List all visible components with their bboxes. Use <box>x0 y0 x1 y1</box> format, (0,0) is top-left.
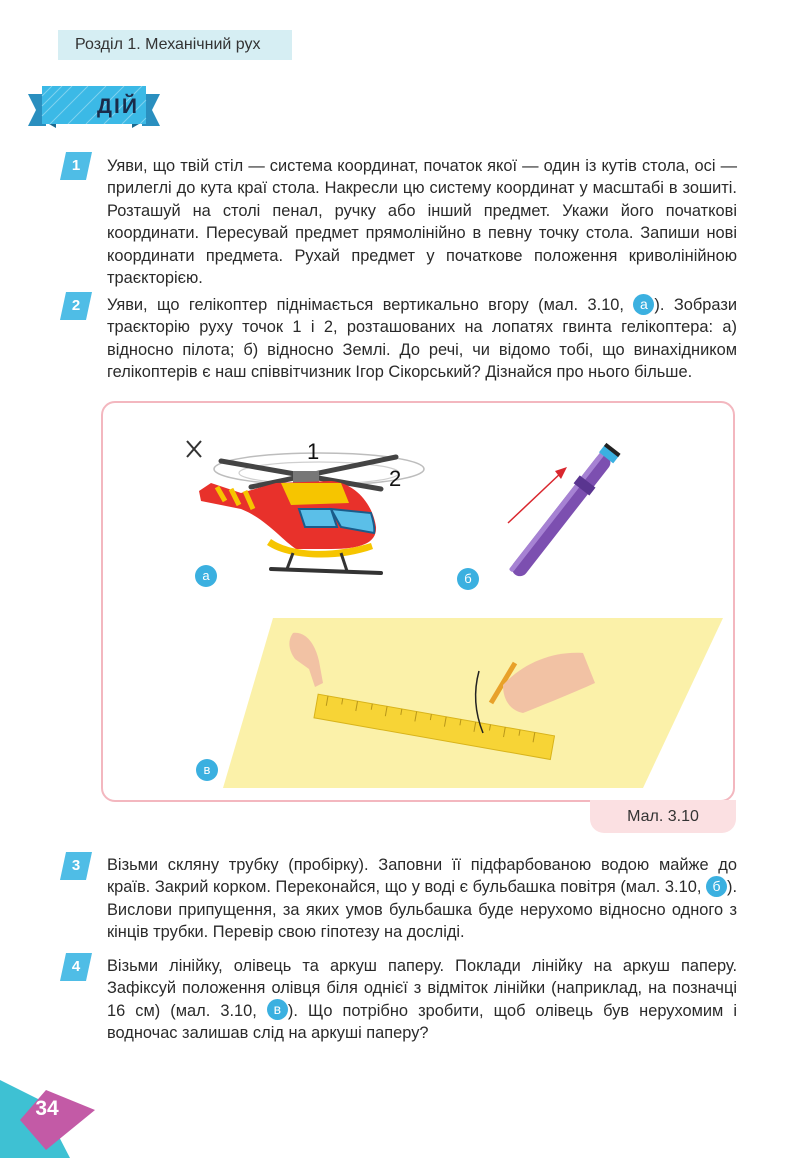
action-banner <box>28 82 160 135</box>
task-2-text: Уяви, що гелікоптер піднімається вертикально вгору (мал. 3.10, а ). Зобрази траєкторію руху точок 1 і 2, розташованих на лопатях гвинта гелікоптера: а) відносно пілота; б) відносно Землі. До речі, чи відомо тобі, що винахідником гелікоптерів є наш співвітчизник Ігор Сікорський? Дізнайся про нього більше. <box>107 295 737 382</box>
figure-ref-a: а <box>633 294 654 315</box>
point-2-label: 2 <box>389 466 402 491</box>
task-4-text: Візьми лінійку, олівець та аркуш паперу. Поклади лінійку на аркуш паперу. Зафіксуй положення олівця біля однієї з відміток лінійки (наприклад, на позначці 16 см) (мал. 3.10, в ). Що потрібно зробити, щоб олівець був нерухомим і водночас залишав слід на аркуші паперу? <box>107 957 737 1043</box>
task-3-text: Візьми скляну трубку (пробірку). Заповни її підфарбованою водою майже до країв. Закрий корком. Переконайся, що у воді є бульбашка повітря (мал. 3.10, б ). Вислови припущення, за яких умов бульбашка буде нерухомо відносно одного з кінців трубки. Перевір свою гіпотезу на досліді. <box>107 856 737 942</box>
figure-3-10 <box>101 401 735 802</box>
section-header: Розділ 1. Механічний рух <box>58 30 292 60</box>
task-number-1: 1 <box>60 152 92 180</box>
figure-label-c: в <box>196 759 218 781</box>
tube-illustration <box>493 433 643 583</box>
banner-title: ДІЙ <box>97 95 139 118</box>
task-number-2: 2 <box>60 292 92 320</box>
helicopter-illustration <box>181 431 441 591</box>
figure-caption: Мал. 3.10 <box>590 800 736 833</box>
paper-ruler-pencil-illustration <box>223 613 723 793</box>
figure-ref-b: б <box>706 876 727 897</box>
task-number-3: 3 <box>60 852 92 880</box>
figure-label-b: б <box>457 568 479 590</box>
task-1-text: Уяви, що твій стіл — система координат, початок якої — один із кутів стола, осі — прилеглі до кута краї стола. Накресли цю систему координат у масштабі в зошиті. Розташуй на столі пенал, ручку або інший предмет. Укажи його початкові координати. Пересувай предмет прямолінійно в певну точку стола. Запиши нові координати предмета. Рухай предмет у початкове положення криволінійною траєкторією. <box>107 157 737 288</box>
figure-ref-c: в <box>267 999 288 1020</box>
point-1-label: 1 <box>307 439 320 464</box>
task-number-4: 4 <box>60 953 92 981</box>
figure-label-a: а <box>195 565 217 587</box>
page-number: 34 <box>0 1080 100 1163</box>
